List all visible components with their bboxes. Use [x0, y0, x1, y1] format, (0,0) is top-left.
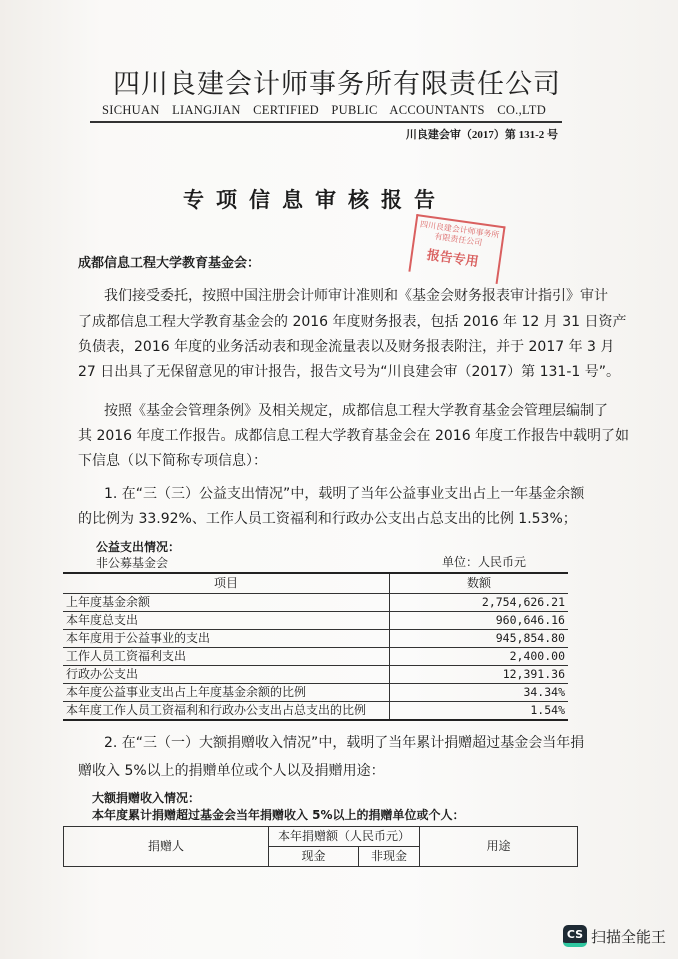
- table-row: [63, 702, 568, 721]
- table1-caption: 公益支出情况：: [96, 540, 181, 554]
- paragraph-line: 2. 在“三（一）大额捐赠收入情况”中，载明了当年累计捐赠超过基金会当年捐: [104, 735, 585, 751]
- report-title: 专项信息审核报告: [183, 188, 447, 212]
- row-value: 34.34%: [390, 684, 569, 702]
- paragraph-line: 下信息（以下简称专项信息）：: [78, 453, 267, 469]
- column-header: 捐赠人: [64, 827, 269, 867]
- row-value: 12,391.36: [390, 666, 569, 684]
- paragraph-line: 其 2016 年度工作报告。成都信息工程大学教育基金会在 2016 年度工作报告中载明了如: [78, 428, 630, 444]
- letterhead-divider: [90, 121, 562, 123]
- column-header: 本年捐赠额（人民币元）: [269, 827, 420, 847]
- row-label: 本年度工作人员工资福利和行政办公支出占总支出的比例: [63, 702, 390, 721]
- paragraph-line: 负债表，2016 年度的业务活动表和现金流量表以及财务报表附注，并于 2017 年 3 月: [78, 339, 615, 355]
- row-label: 本年度用于公益事业的支出: [63, 630, 390, 648]
- camscanner-logo-icon: CS: [563, 925, 587, 947]
- row-value: 960,646.16: [390, 612, 569, 630]
- row-value: 945,854.80: [390, 630, 569, 648]
- table-row: [63, 648, 568, 666]
- column-header: 非现金: [359, 847, 420, 867]
- official-stamp: [408, 214, 505, 284]
- public-welfare-expenditure-table: [63, 572, 568, 721]
- paragraph-line: 1. 在“三（三）公益支出情况”中，载明了当年公益事业支出占上一年基金余额: [104, 486, 585, 502]
- row-label: 本年度公益事业支出占上年度基金余额的比例: [63, 684, 390, 702]
- row-label: 本年度总支出: [63, 612, 390, 630]
- paragraph-line: 的比例为 33.92%、工作人员工资福利和行政办公支出占总支出的比例 1.53%；: [78, 511, 577, 527]
- row-label: 上年度基金余额: [63, 594, 390, 612]
- table1-unit: 单位：人民币元: [442, 555, 527, 569]
- company-name-en: SICHUAN LIANGJIAN CERTIFIED PUBLIC ACCOUNTANTS CO.,LTD: [102, 103, 547, 117]
- row-value: 2,400.00: [390, 648, 569, 666]
- row-value: 1.54%: [390, 702, 569, 721]
- paragraph-line: 按照《基金会管理条例》及相关规定，成都信息工程大学教育基金会管理层编制了: [104, 403, 608, 419]
- watermark-text: 扫描全能王: [590, 927, 666, 946]
- column-header: 项目: [63, 573, 390, 594]
- paragraph-line: 赠收入 5%以上的捐赠单位或个人以及捐赠用途：: [78, 763, 385, 779]
- paragraph-line: 27 日出具了无保留意见的审计报告，报告文号为“川良建会审（2017）第 131-1 号”。: [78, 364, 620, 380]
- paragraph-line: 我们接受委托，按照中国注册会计师审计准则和《基金会财务报表审计指引》审计: [104, 288, 608, 304]
- column-header: 现金: [269, 847, 359, 867]
- table-row: [63, 684, 568, 702]
- table-row: [63, 594, 568, 612]
- table-row: [63, 666, 568, 684]
- stamp-center: 报告专用: [425, 247, 480, 271]
- column-header: 数额: [390, 573, 569, 594]
- stamp-text: 四川良建会计师事务所有限责任公司: [419, 219, 500, 248]
- camscanner-watermark: [563, 925, 666, 947]
- column-header: 用途: [420, 827, 578, 867]
- addressee: 成都信息工程大学教育基金会：: [78, 256, 261, 271]
- company-name-cn: 四川良建会计师事务所有限责任公司: [113, 69, 561, 100]
- row-label: 工作人员工资福利支出: [63, 648, 390, 666]
- large-donation-table: [63, 826, 578, 867]
- table-row: [63, 630, 568, 648]
- table1-subcaption: 非公募基金会: [96, 556, 169, 570]
- row-value: 2,754,626.21: [390, 594, 569, 612]
- document-number: 川良建会审（2017）第 131-2 号: [405, 129, 558, 141]
- table2-caption: 大额捐赠收入情况：: [92, 791, 201, 805]
- table2-subcaption: 本年度累计捐赠超过基金会当年捐赠收入 5%以上的捐赠单位或个人：: [92, 808, 465, 822]
- row-label: 行政办公支出: [63, 666, 390, 684]
- paragraph-line: 了成都信息工程大学教育基金会的 2016 年度财务报表，包括 2016 年 12 月 31 日资产: [78, 314, 627, 330]
- table-row: [63, 612, 568, 630]
